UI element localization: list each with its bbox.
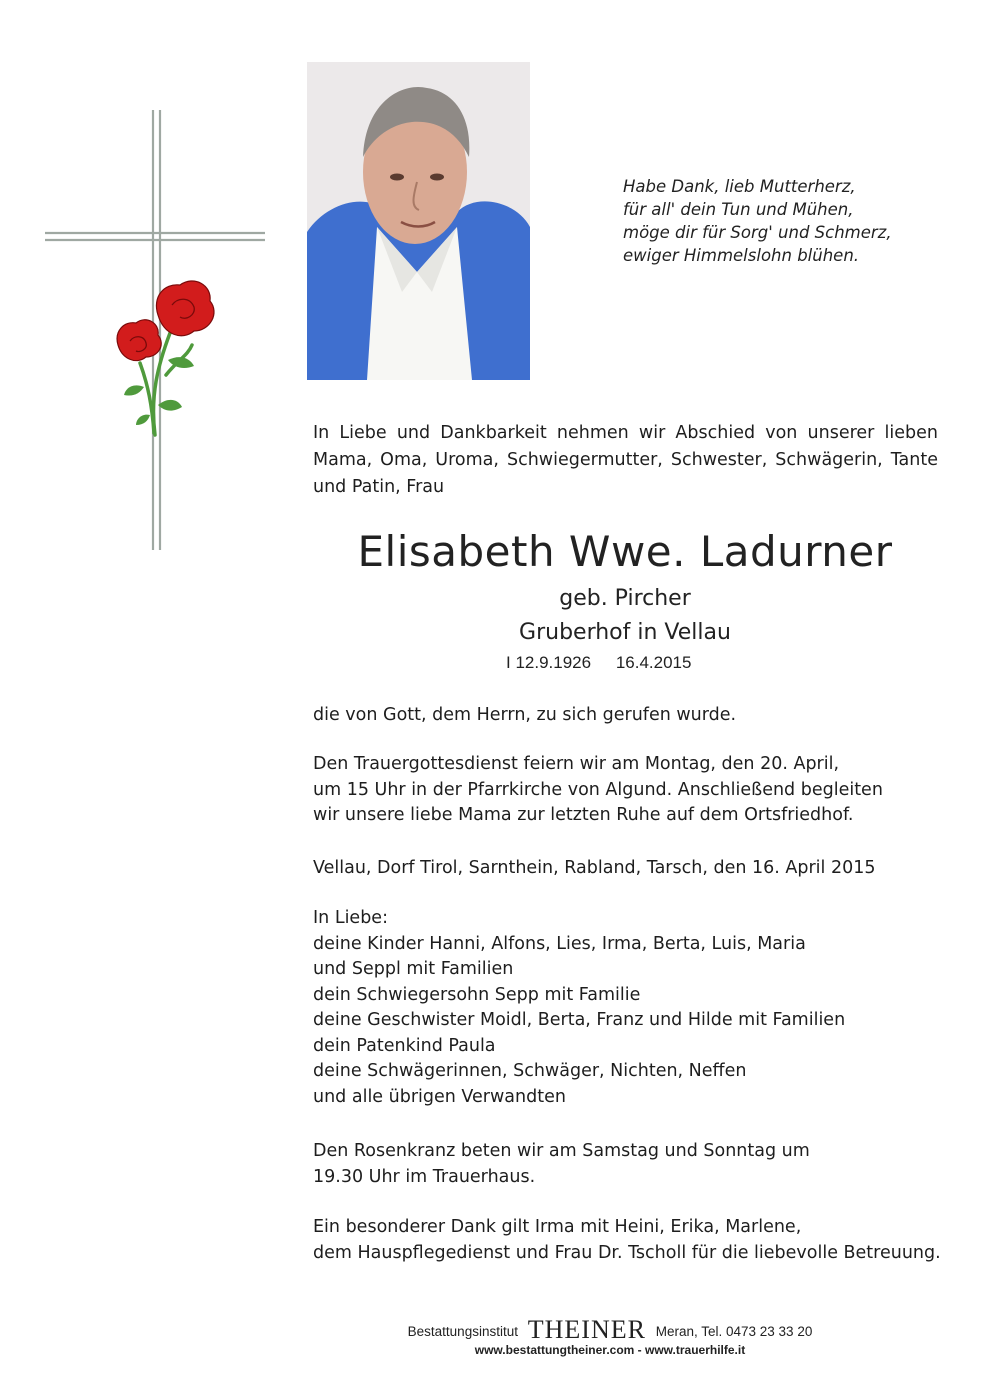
- poem-line: Habe Dank, lieb Mutterherz,: [623, 177, 856, 196]
- text-line: 19.30 Uhr im Trauerhaus.: [313, 1166, 536, 1187]
- footer-contact: Meran, Tel. 0473 23 33 20: [655, 1324, 813, 1339]
- text-line: um 15 Uhr in der Pfarrkirche von Algund. Anschließend begleiten: [313, 779, 883, 800]
- text-line: Ein besonderer Dank gilt Irma mit Heini, Erika, Marlene,: [313, 1217, 802, 1237]
- text-line: wir unsere liebe Mama zur letzten Ruhe auf dem Ortsfriedhof.: [313, 805, 854, 825]
- called-home-text: [313, 703, 953, 729]
- mourners-list: [313, 906, 953, 1110]
- text-line: Vellau, Dorf Tirol, Sarnthein, Rabland, Tarsch, den 16. April 2015: [313, 858, 876, 878]
- mourner-line: deine Kinder Hanni, Alfons, Lies, Irma, Berta, Luis, Maria: [313, 933, 806, 954]
- funeral-home-logo: THEINER: [527, 1315, 646, 1344]
- mourner-line: dein Schwiegersohn Sepp mit Familie: [313, 984, 641, 1005]
- poem-line: ewiger Himmelslohn blühen.: [623, 246, 860, 265]
- footer-websites[interactable]: www.bestattungtheiner.com - www.trauerhilfe.it: [474, 1343, 746, 1357]
- text-line: die von Gott, dem Herrn, zu sich gerufen wurde.: [313, 705, 737, 725]
- poem: [623, 175, 943, 267]
- cross-with-roses-icon: [40, 105, 280, 555]
- funeral-home-footer: [300, 1315, 920, 1357]
- text-line: Den Trauergottesdienst feiern wir am Montag, den 20. April,: [313, 754, 840, 774]
- farm-name: Gruberhof in Vellau: [519, 620, 731, 645]
- death-date: 16.4.2015: [615, 653, 692, 672]
- mourner-line: deine Geschwister Moidl, Berta, Franz und Hilde mit Familien: [313, 1010, 846, 1030]
- intro-text: In Liebe und Dankbarkeit nehmen wir Abschied von unserer lieben Mama, Oma, Uroma, Schwiegermutter, Schwester, Schwägerin, Tante und Patin, Frau: [313, 423, 938, 497]
- life-dates: [506, 653, 806, 673]
- portrait-photo: [307, 62, 530, 380]
- mourner-line: und alle übrigen Verwandten: [313, 1086, 566, 1107]
- text-line: Den Rosenkranz beten wir am Samstag und Sonntag um: [313, 1141, 810, 1161]
- text-line: dem Hauspflegedienst und Frau Dr. Tscholl für die liebevolle Betreuung.: [313, 1242, 941, 1263]
- birth-name: geb. Pircher: [559, 586, 691, 611]
- poem-line: möge dir für Sorg' und Schmerz,: [623, 223, 892, 242]
- place-date: [313, 856, 953, 882]
- poem-line: für all' dein Tun und Mühen,: [623, 200, 854, 219]
- mourner-line: deine Schwägerinnen, Schwäger, Nichten, Neffen: [313, 1061, 747, 1081]
- footer-label: Bestattungsinstitut: [407, 1324, 518, 1339]
- mourner-line: In Liebe:: [313, 908, 388, 928]
- service-paragraph: [313, 752, 953, 829]
- deceased-name: Elisabeth Wwe. Ladurner: [357, 527, 893, 576]
- birth-date: I 12.9.1926: [506, 653, 592, 672]
- mourner-line: und Seppl mit Familien: [313, 959, 514, 979]
- thanks-paragraph: [313, 1215, 953, 1266]
- mourner-line: dein Patenkind Paula: [313, 1035, 496, 1056]
- rosary-paragraph: [313, 1139, 953, 1190]
